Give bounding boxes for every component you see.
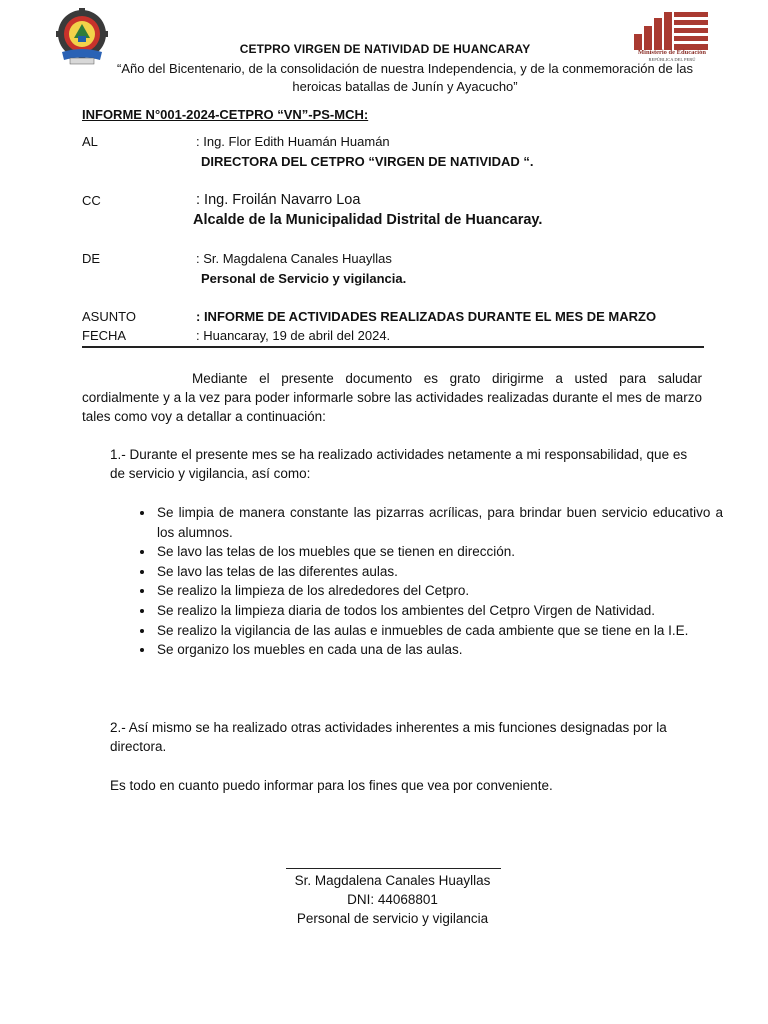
cc-value: : Ing. Froilán Navarro Loa [196, 192, 361, 208]
ministerio-educacion-logo [626, 8, 716, 68]
cetpro-seal-logo [56, 8, 108, 66]
list-item: • Se lavo las telas de los muebles que se tienen en dirección. [155, 542, 723, 562]
de-value: : Sr. Magdalena Canales Huayllas [196, 251, 392, 266]
list-item: • Se lavo las telas de las diferentes aulas. [155, 562, 723, 582]
list-item: • Se realizo la limpieza de los alrededores del Cetpro. [155, 581, 723, 601]
informe-number: INFORME N°001-2024-CETPRO “VN”-PS-MCH: [82, 107, 369, 122]
signer-dni: DNI: 44068801 [347, 892, 438, 907]
activities-list [135, 503, 723, 660]
header-divider [82, 346, 704, 348]
fecha-label: FECHA [82, 328, 127, 343]
de-position: Personal de Servicio y vigilancia. [201, 271, 407, 286]
year-motto: “Año del Bicentenario, de la consolidación de nuestra Independencia, y de la conmemoración de las heroicas batallas de Junín y Ayacucho” [117, 61, 693, 94]
institution-title: CETPRO VIRGEN DE NATIVIDAD DE HUANCARAY [239, 42, 531, 56]
point-2-paragraph: 2.- Así mismo se ha realizado otras actividades inherentes a mis funciones designadas por la directora. [110, 720, 667, 754]
list-item: • Se limpia de manera constante las pizarras acrílicas, para brindar buen servicio educativo a los alumnos. [155, 503, 723, 542]
signature-line [286, 868, 501, 869]
asunto-value: : INFORME DE ACTIVIDADES REALIZADAS DURANTE EL MES DE MARZO [196, 309, 657, 324]
cc-label: CC [82, 193, 101, 208]
al-label: AL [82, 134, 98, 149]
intro-paragraph: Mediante el presente documento es grato dirigirme a usted para saludar cordialmente y a la vez para poder informarle sobre las actividades realizadas durante el mes de marzo tales como voy a detallar a continuación: [82, 371, 702, 424]
point-1-paragraph: 1.- Durante el presente mes se ha realizado actividades netamente a mi responsabilidad, que es de servicio y vigilancia, así como: [110, 447, 688, 481]
signer-name: Sr. Magdalena Canales Huayllas [294, 873, 491, 888]
republica-label: REPÚBLICA DEL PERÚ [648, 57, 696, 62]
al-value: : Ing. Flor Edith Huamán Huamán [196, 134, 390, 149]
al-position: DIRECTORA DEL CETPRO “VIRGEN DE NATIVIDAD “. [201, 154, 534, 169]
ministerio-label: Ministerio de Educación [638, 49, 706, 56]
asunto-label: ASUNTO [82, 309, 136, 324]
de-label: DE [82, 251, 101, 266]
list-item: • Se realizo la limpieza diaria de todos los ambientes del Cetpro Virgen de Natividad. [155, 601, 723, 621]
signer-role: Personal de servicio y vigilancia [296, 911, 489, 926]
cc-position: Alcalde de la Municipalidad Distrital de Huancaray. [193, 212, 543, 228]
list-item: • Se organizo los muebles en cada una de las aulas. [155, 640, 723, 660]
list-item: • Se realizo la vigilancia de las aulas e inmuebles de cada ambiente que se tiene en la I.E. [155, 621, 723, 641]
fecha-value: : Huancaray, 19 de abril del 2024. [196, 328, 391, 343]
closing-paragraph: Es todo en cuanto puedo informar para los fines que vea por conveniente. [110, 778, 553, 793]
